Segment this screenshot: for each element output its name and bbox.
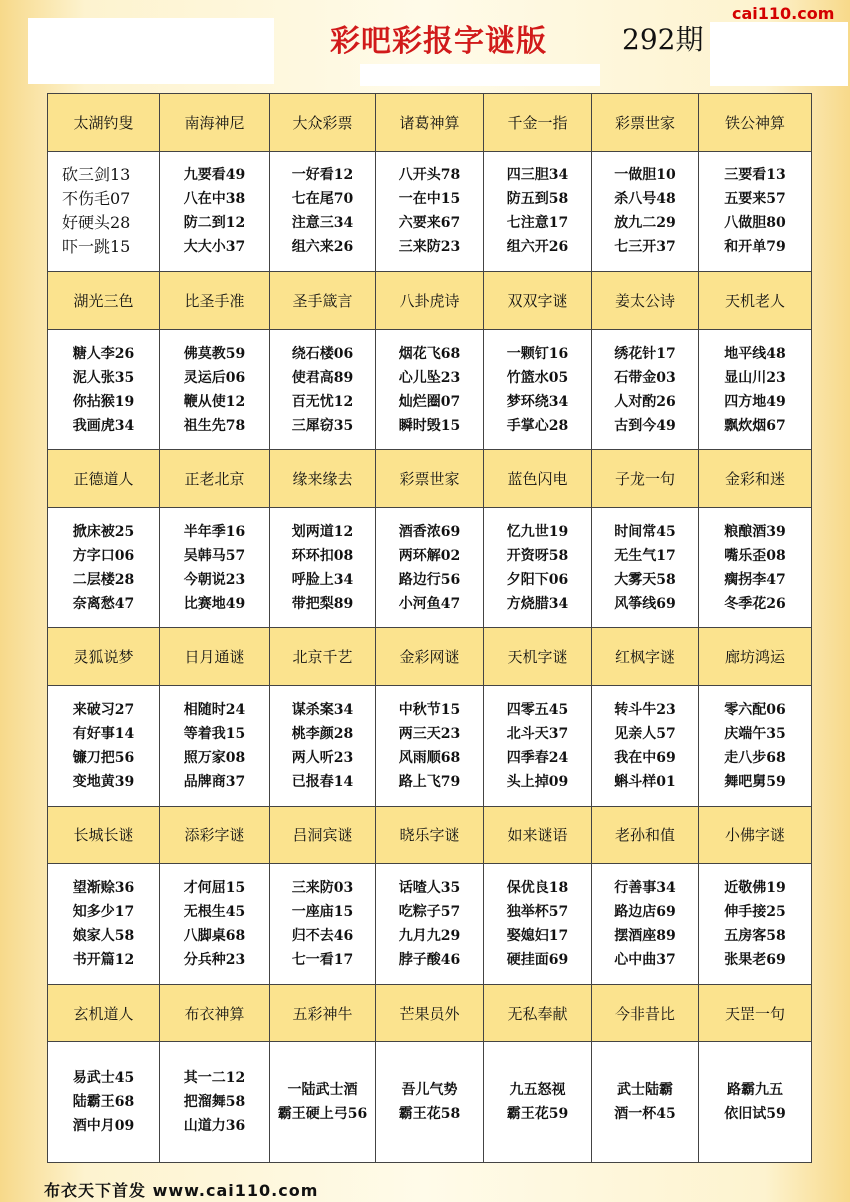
- riddle-line: 易武士45: [72, 1070, 135, 1087]
- riddle-line: 一座庙15: [291, 904, 354, 921]
- page-header: [0, 0, 850, 88]
- riddle-cell: [270, 507, 376, 628]
- riddle-line: 路上飞79: [398, 773, 461, 790]
- expert-name: 彩票世家: [376, 450, 484, 508]
- riddle-line: 掀床被25: [72, 523, 135, 540]
- riddle-line: 带把梨89: [291, 595, 354, 612]
- riddle-line: 行善事34: [614, 880, 676, 897]
- expert-name: 芒果员外: [376, 984, 484, 1042]
- expert-name: 今非昔比: [592, 984, 699, 1042]
- expert-name-row: [48, 94, 812, 152]
- riddle-line: 糖人李26: [72, 345, 135, 362]
- riddle-line: 五房客58: [724, 928, 786, 945]
- riddle-line: 大雾天58: [614, 571, 676, 588]
- riddle-line: 风雨顺68: [398, 749, 461, 766]
- riddle-row: [48, 507, 812, 628]
- riddle-line: 梦环绕34: [506, 393, 569, 410]
- riddle-line: 来破习27: [72, 701, 135, 718]
- riddle-line: 二层楼28: [72, 571, 135, 588]
- riddle-line: 零六配06: [724, 701, 786, 718]
- riddle-cell: [699, 329, 812, 450]
- riddle-line: 两三天23: [398, 725, 461, 742]
- expert-name: 子龙一句: [592, 450, 699, 508]
- riddle-line: 七注意17: [506, 215, 569, 232]
- riddle-line: 泥人张35: [72, 369, 135, 386]
- riddle-line: 组六开26: [506, 239, 569, 256]
- expert-name: 灵狐说梦: [48, 628, 160, 686]
- riddle-line: 方烧腊34: [506, 595, 569, 612]
- footer-credit: 布衣天下首发 www.cai110.com: [44, 1181, 319, 1200]
- riddle-cell: [592, 686, 699, 807]
- riddle-line: 吴韩马57: [183, 547, 246, 564]
- expert-name: 吕洞宾谜: [270, 806, 376, 864]
- riddle-line: 一好看12: [291, 167, 354, 184]
- riddle-line: 北斗天37: [506, 725, 569, 742]
- riddle-line: 地平线48: [724, 345, 786, 362]
- expert-name: 双双字谜: [484, 272, 592, 330]
- riddle-cell: [48, 686, 160, 807]
- riddle-table: [47, 93, 812, 1163]
- riddle-line: 两人听23: [291, 749, 354, 766]
- riddle-cell: [270, 151, 376, 272]
- riddle-line: 三来防23: [398, 239, 461, 256]
- expert-name: 千金一指: [484, 94, 592, 152]
- riddle-line: 依旧试59: [724, 1106, 786, 1123]
- riddle-line: 忆九世19: [506, 523, 569, 540]
- expert-name: 湖光三色: [48, 272, 160, 330]
- expert-name: 天罡一句: [699, 984, 812, 1042]
- expert-name: 蓝色闪电: [484, 450, 592, 508]
- riddle-line: 蝌斗样01: [614, 773, 676, 790]
- riddle-cell: [592, 864, 699, 985]
- riddle-cell: [376, 151, 484, 272]
- riddle-line: 近敬佛19: [724, 880, 786, 897]
- riddle-line: 一颗钉16: [506, 345, 569, 362]
- riddle-line: 七在尾70: [291, 191, 354, 208]
- riddle-line: 灿烂圈07: [398, 393, 461, 410]
- riddle-line: 四季春24: [506, 749, 569, 766]
- riddle-cell: [160, 507, 270, 628]
- riddle-line: 瘸拐李47: [724, 571, 786, 588]
- riddle-line: 放九二29: [614, 215, 676, 232]
- riddle-line: 飘炊烟67: [724, 417, 786, 434]
- riddle-line: 心儿坠23: [398, 369, 461, 386]
- riddle-line: 使君高89: [291, 369, 354, 386]
- riddle-line: 分兵种23: [183, 952, 246, 969]
- riddle-cell: [484, 151, 592, 272]
- riddle-line: 走八步68: [724, 749, 786, 766]
- riddle-line: 品牌商37: [183, 773, 246, 790]
- riddle-line: 烟花飞68: [398, 345, 461, 362]
- riddle-line: 环环扣08: [291, 547, 354, 564]
- riddle-line: 相随时24: [183, 701, 246, 718]
- riddle-line: 两环解02: [398, 547, 461, 564]
- riddle-line: 武士陆霸: [617, 1082, 673, 1099]
- riddle-line: 划两道12: [291, 523, 354, 540]
- riddle-cell: [160, 329, 270, 450]
- expert-name: 布衣神算: [160, 984, 270, 1042]
- expert-name: 八卦虎诗: [376, 272, 484, 330]
- riddle-line: 不伤毛07: [62, 189, 131, 209]
- expert-name: 金彩网谜: [376, 628, 484, 686]
- riddle-line: 嘴乐歪08: [724, 547, 786, 564]
- riddle-line: 砍三剑13: [62, 165, 131, 185]
- riddle-line: 吾儿气势: [401, 1082, 458, 1099]
- riddle-line: 一陆武士酒: [287, 1082, 358, 1099]
- riddle-cell: [484, 864, 592, 985]
- blank-panel-subtitle: [360, 64, 600, 86]
- riddle-line: 伸手接25: [724, 904, 786, 921]
- riddle-line: 舞吧舅59: [724, 773, 786, 790]
- issue-number: 292期: [622, 23, 704, 56]
- riddle-line: 我在中69: [614, 749, 676, 766]
- expert-name-row: [48, 272, 812, 330]
- riddle-line: 镰刀把56: [72, 749, 135, 766]
- riddle-line: 已报春14: [291, 773, 354, 790]
- riddle-line: 三犀窃35: [291, 417, 354, 434]
- riddle-line: 七三开37: [614, 239, 676, 256]
- riddle-line: 庆端午35: [724, 725, 786, 742]
- blank-panel-right: [710, 22, 848, 86]
- riddle-line: 防二到12: [183, 215, 246, 232]
- riddle-line: 无生气17: [614, 547, 676, 564]
- riddle-cell: [376, 1042, 484, 1163]
- riddle-cell: [484, 329, 592, 450]
- riddle-line: 酒中月09: [72, 1118, 135, 1135]
- riddle-line: 鞭从使12: [183, 393, 246, 410]
- riddle-cell: [160, 686, 270, 807]
- riddle-row: [48, 151, 812, 272]
- riddle-line: 好硬头28: [62, 213, 131, 233]
- riddle-line: 头上掉09: [506, 773, 569, 790]
- riddle-cell: [592, 151, 699, 272]
- expert-name: 诸葛神算: [376, 94, 484, 152]
- expert-name: 玄机道人: [48, 984, 160, 1042]
- riddle-line: 八开头78: [398, 167, 461, 184]
- riddle-line: 硬挂面69: [506, 952, 569, 969]
- riddle-line: 一做胆10: [614, 167, 676, 184]
- site-logo[interactable]: cai110.com: [732, 4, 835, 23]
- riddle-row: [48, 686, 812, 807]
- riddle-line: 百无忧12: [291, 393, 354, 410]
- expert-name: 长城长谜: [48, 806, 160, 864]
- expert-name-row: [48, 450, 812, 508]
- riddle-line: 山道力36: [183, 1118, 246, 1135]
- riddle-line: 九五怒视: [509, 1082, 566, 1099]
- riddle-line: 转斗牛23: [614, 701, 676, 718]
- riddle-cell: [699, 1042, 812, 1163]
- riddle-line: 杀八号48: [614, 191, 676, 208]
- riddle-line: 今朝说23: [183, 571, 246, 588]
- riddle-line: 桃李颜28: [291, 725, 354, 742]
- riddle-line: 话喳人35: [398, 880, 461, 897]
- riddle-line: 九月九29: [398, 928, 461, 945]
- riddle-line: 书开篇12: [72, 952, 135, 969]
- riddle-line: 酒一杯45: [614, 1106, 676, 1123]
- riddle-cell: [484, 686, 592, 807]
- riddle-line: 四三胆34: [506, 167, 569, 184]
- riddle-line: 霸王花58: [398, 1106, 461, 1123]
- riddle-line: 石带金03: [614, 369, 676, 386]
- riddle-line: 酒香浓69: [398, 523, 461, 540]
- riddle-line: 娶媳妇17: [506, 928, 569, 945]
- expert-name: 天机字谜: [484, 628, 592, 686]
- expert-name: 添彩字谜: [160, 806, 270, 864]
- riddle-cell: [270, 686, 376, 807]
- riddle-cell: [48, 507, 160, 628]
- riddle-line: 绣花针17: [614, 345, 676, 362]
- blank-panel-left: [28, 18, 274, 84]
- riddle-line: 你拈猴19: [72, 393, 135, 410]
- riddle-line: 古到今49: [614, 417, 676, 434]
- riddle-line: 防五到58: [506, 191, 569, 208]
- riddle-line: 显山川23: [724, 369, 786, 386]
- riddle-line: 吃粽子57: [398, 904, 461, 921]
- riddle-line: 夕阳下06: [506, 571, 569, 588]
- expert-name-row: [48, 628, 812, 686]
- expert-name: 无私奉献: [484, 984, 592, 1042]
- riddle-line: 风筝线69: [614, 595, 676, 612]
- riddle-line: 路边店69: [614, 904, 676, 921]
- riddle-cell: [484, 507, 592, 628]
- expert-name: 比圣手准: [160, 272, 270, 330]
- riddle-line: 三来防03: [291, 880, 354, 897]
- riddle-line: 望渐赊36: [72, 880, 135, 897]
- riddle-line: 呼脸上34: [291, 571, 354, 588]
- riddle-cell: [484, 1042, 592, 1163]
- expert-name: 铁公神算: [699, 94, 812, 152]
- riddle-line: 八做胆80: [724, 215, 786, 232]
- riddle-cell: [48, 1042, 160, 1163]
- riddle-line: 中秋节15: [398, 701, 461, 718]
- riddle-line: 谋杀案34: [291, 701, 354, 718]
- riddle-line: 开资呀58: [506, 547, 569, 564]
- riddle-line: 注意三34: [291, 215, 354, 232]
- expert-name: 晓乐字谜: [376, 806, 484, 864]
- riddle-line: 路霸九五: [727, 1082, 783, 1099]
- riddle-cell: [592, 329, 699, 450]
- riddle-line: 奈离愁47: [72, 595, 135, 612]
- riddle-cell: [270, 864, 376, 985]
- expert-name: 太湖钓叟: [48, 94, 160, 152]
- riddle-line: 才何屈15: [183, 880, 246, 897]
- expert-name: 老孙和值: [592, 806, 699, 864]
- riddle-line: 瞬时毁15: [398, 417, 461, 434]
- riddle-line: 照万家08: [183, 749, 246, 766]
- riddle-cell: [592, 1042, 699, 1163]
- riddle-cell: [48, 151, 160, 272]
- riddle-line: 九要看49: [183, 167, 246, 184]
- riddle-cell: [160, 151, 270, 272]
- expert-name: 天机老人: [699, 272, 812, 330]
- riddle-line: 绕石楼06: [291, 345, 354, 362]
- riddle-line: 时间常45: [614, 523, 676, 540]
- expert-name: 南海神尼: [160, 94, 270, 152]
- riddle-row: [48, 329, 812, 450]
- riddle-line: 人对酌26: [614, 393, 676, 410]
- riddle-cell: [699, 151, 812, 272]
- page-title: 彩吧彩报字谜版: [330, 24, 547, 59]
- riddle-line: 五要来57: [724, 191, 786, 208]
- expert-name-row: [48, 984, 812, 1042]
- riddle-cell: [592, 507, 699, 628]
- riddle-line: 竹篮水05: [506, 369, 569, 386]
- riddle-line: 四方地49: [724, 393, 786, 410]
- riddle-line: 比赛地49: [183, 595, 246, 612]
- expert-name: 金彩和迷: [699, 450, 812, 508]
- riddle-line: 四零五45: [506, 701, 569, 718]
- riddle-line: 吓一跳15: [62, 237, 131, 257]
- riddle-line: 娘家人58: [72, 928, 135, 945]
- expert-name: 姜太公诗: [592, 272, 699, 330]
- riddle-line: 心中曲37: [614, 952, 676, 969]
- riddle-cell: [160, 1042, 270, 1163]
- riddle-line: 我画虎34: [72, 417, 135, 434]
- riddle-line: 组六来26: [291, 239, 354, 256]
- riddle-cell: [48, 864, 160, 985]
- riddle-row: [48, 864, 812, 985]
- expert-name: 彩票世家: [592, 94, 699, 152]
- expert-name: 圣手箴言: [270, 272, 376, 330]
- riddle-cell: [160, 864, 270, 985]
- riddle-line: 手掌心28: [506, 417, 569, 434]
- expert-name: 五彩神牛: [270, 984, 376, 1042]
- expert-name: 日月通谜: [160, 628, 270, 686]
- riddle-line: 小河鱼47: [398, 595, 461, 612]
- riddle-cell: [699, 507, 812, 628]
- riddle-line: 归不去46: [291, 928, 354, 945]
- expert-name: 大众彩票: [270, 94, 376, 152]
- riddle-cell: [699, 686, 812, 807]
- riddle-cell: [376, 864, 484, 985]
- riddle-line: 和开单79: [724, 239, 786, 256]
- riddle-line: 张果老69: [724, 952, 786, 969]
- expert-name: 小佛字谜: [699, 806, 812, 864]
- riddle-line: 一在中15: [398, 191, 461, 208]
- riddle-line: 保优良18: [506, 880, 569, 897]
- riddle-line: 粮酿酒39: [724, 523, 786, 540]
- riddle-line: 变地黄39: [72, 773, 135, 790]
- expert-name-row: [48, 806, 812, 864]
- expert-name: 红枫字谜: [592, 628, 699, 686]
- riddle-line: 方字口06: [72, 547, 135, 564]
- riddle-line: 摆酒座89: [614, 928, 676, 945]
- expert-name: 正老北京: [160, 450, 270, 508]
- expert-name: 正德道人: [48, 450, 160, 508]
- riddle-line: 独举杯57: [506, 904, 569, 921]
- riddle-line: 无根生45: [183, 904, 246, 921]
- expert-name: 缘来缘去: [270, 450, 376, 508]
- riddle-line: 其一二12: [183, 1070, 246, 1087]
- riddle-cell: [376, 507, 484, 628]
- riddle-line: 知多少17: [72, 904, 135, 921]
- riddle-line: 把溜舞58: [183, 1094, 246, 1111]
- riddle-line: 脖子酸46: [398, 952, 461, 969]
- riddle-cell: [48, 329, 160, 450]
- riddle-line: 灵运后06: [183, 369, 246, 386]
- riddle-line: 三要看13: [724, 167, 786, 184]
- riddle-line: 等着我15: [183, 725, 246, 742]
- riddle-line: 八脚桌68: [183, 928, 246, 945]
- riddle-line: 八在中38: [183, 191, 246, 208]
- riddle-cell: [376, 329, 484, 450]
- riddle-line: 有好事14: [72, 725, 135, 742]
- riddle-line: 六要来67: [398, 215, 461, 232]
- riddle-cell: [270, 1042, 376, 1163]
- riddle-line: 见亲人57: [614, 725, 676, 742]
- expert-name: 如来谜语: [484, 806, 592, 864]
- riddle-line: 陆霸王68: [72, 1094, 135, 1111]
- riddle-line: 七一看17: [291, 952, 354, 969]
- riddle-line: 霸王硬上弓56: [277, 1106, 368, 1123]
- riddle-cell: [376, 686, 484, 807]
- riddle-line: 大大小37: [183, 239, 246, 256]
- expert-name: 北京千艺: [270, 628, 376, 686]
- riddle-row: [48, 1042, 812, 1163]
- riddle-line: 霸王花59: [506, 1106, 569, 1123]
- riddle-line: 冬季花26: [724, 595, 786, 612]
- riddle-line: 祖生先78: [183, 417, 246, 434]
- riddle-line: 路边行56: [398, 571, 461, 588]
- riddle-cell: [270, 329, 376, 450]
- riddle-cell: [699, 864, 812, 985]
- expert-name: 廊坊鸿运: [699, 628, 812, 686]
- riddle-line: 佛莫教59: [183, 345, 246, 362]
- riddle-line: 半年季16: [183, 523, 246, 540]
